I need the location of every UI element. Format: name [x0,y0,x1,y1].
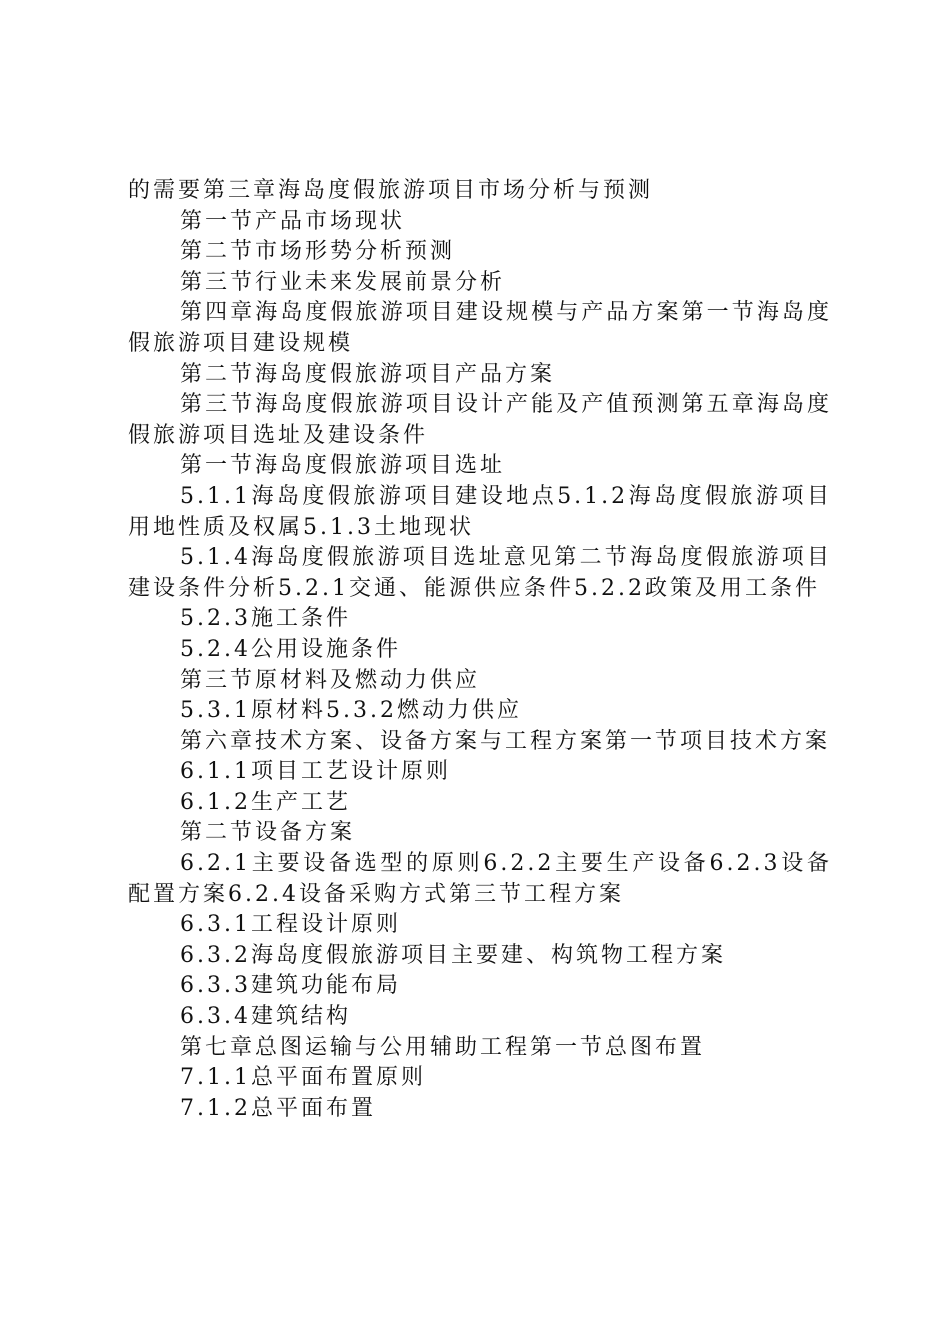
toc-entry: 第三节原材料及燃动力供应 [180,667,481,693]
toc-entry: 第四章海岛度假旅游项目建设规模与产品方案第一节海岛度假旅游项目建设规模 [128,300,832,356]
toc-entry: 7.1.2总平面布置 [180,1095,376,1121]
toc-entry: 6.1.1项目工艺设计原则 [180,759,451,785]
toc-entry: 6.3.1工程设计原则 [180,912,401,938]
toc-entry: 5.2.3施工条件 [180,606,351,632]
toc-entry: 5.2.4公用设施条件 [180,636,401,662]
toc-entry: 5.1.1海岛度假旅游项目建设地点5.1.2海岛度假旅游项目用地性质及权属5.1.3土地现状 [128,483,832,540]
toc-entry: 5.1.4海岛度假旅游项目选址意见第二节海岛度假旅游项目建设条件分析5.2.1交通、能源供应条件5.2.2政策及用工条件 [128,545,832,601]
toc-entry: 第二节设备方案 [180,820,356,846]
toc-entry: 第二节市场形势分析预测 [180,239,456,265]
toc-entry: 6.2.1主要设备选型的原则6.2.2主要生产设备6.2.3设备配置方案6.2.4设备采购方式第三节工程方案 [128,851,832,907]
document-body [128,176,832,1124]
toc-entry: 6.3.4建筑结构 [180,1004,351,1030]
toc-entry: 6.3.2海岛度假旅游项目主要建、构筑物工程方案 [180,942,726,968]
toc-entry: 第六章技术方案、设备方案与工程方案第一节项目技术方案 [180,728,831,754]
toc-entry: 第七章总图运输与公用辅助工程第一节总图布置 [180,1034,706,1060]
toc-entry: 第三节行业未来发展前景分析 [180,269,506,295]
paragraph-continuation: 的需要第三章海岛度假旅游项目市场分析与预测 [128,178,654,203]
toc-entry: 第一节产品市场现状 [180,208,406,234]
toc-entry: 5.3.1原材料5.3.2燃动力供应 [180,698,522,724]
toc-entry: 第一节海岛度假旅游项目选址 [180,453,506,479]
toc-entry: 7.1.1总平面布置原则 [180,1065,426,1091]
toc-entry: 6.1.2生产工艺 [180,789,351,815]
toc-entry: 6.3.3建筑功能布局 [180,973,401,999]
toc-entry: 第三节海岛度假旅游项目设计产能及产值预测第五章海岛度假旅游项目选址及建设条件 [128,392,832,448]
toc-entry: 第二节海岛度假旅游项目产品方案 [180,361,556,387]
